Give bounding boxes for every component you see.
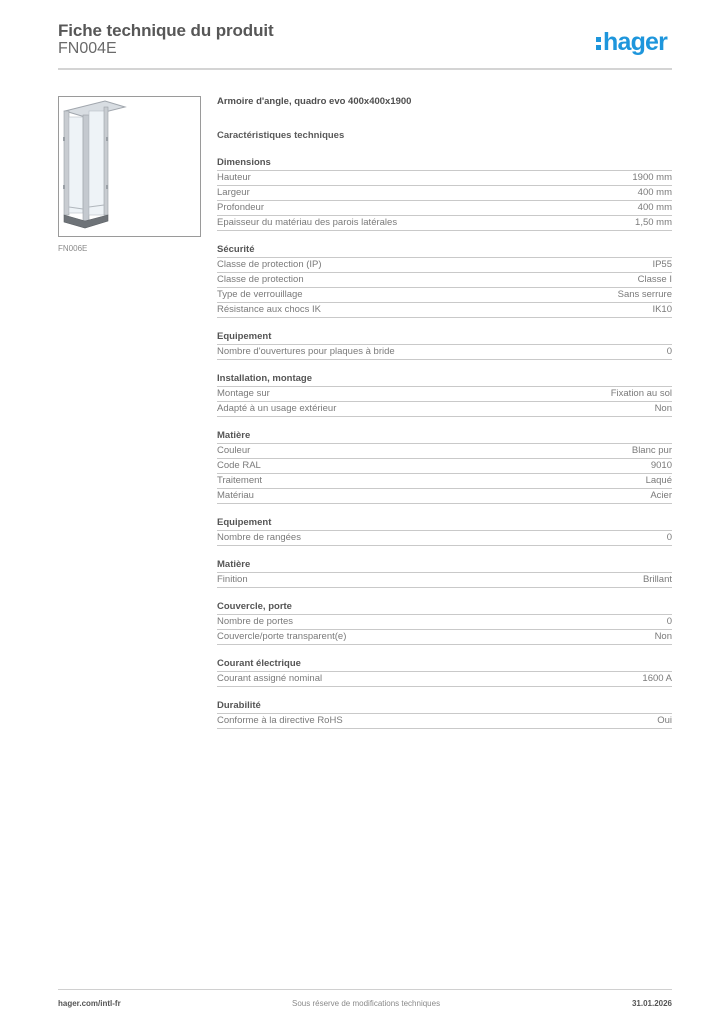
spec-row [217,402,672,417]
spec-label: Classe de protection [217,274,304,285]
section-matiere-2 [217,558,672,588]
section-title: Couvercle, porte [217,600,672,615]
logo-colon-icon [595,33,602,51]
section-equipement-2 [217,516,672,546]
section-title: Durabilité [217,699,672,714]
spec-label: Nombre d'ouvertures pour plaques à bride [217,346,395,357]
spec-row [217,387,672,402]
spec-label: Matériau [217,490,254,501]
footer-disclaimer: Sous réserve de modifications techniques [292,999,441,1008]
section-title: Dimensions [217,156,672,171]
spec-label: Conforme à la directive RoHS [217,715,343,726]
section-title: Courant électrique [217,657,672,672]
spec-label: Code RAL [217,460,261,471]
spec-label: Finition [217,574,248,585]
spec-label: Traitement [217,475,263,486]
section-title: Installation, montage [217,372,672,387]
spec-row [217,171,672,186]
logo-text: hager [603,28,668,56]
spec-label: Largeur [217,187,250,198]
cabinet-image-icon [59,97,202,238]
spec-label: Profondeur [217,202,265,213]
spec-value: Sans serrure [617,289,672,300]
section-matiere [217,429,672,504]
spec-label: Hauteur [217,172,251,183]
spec-value: 400 mm [637,187,672,198]
spec-value: Blanc pur [631,445,672,456]
spec-row [217,573,672,588]
spec-row [217,459,672,474]
spec-value: Non [654,403,672,414]
spec-value: IP55 [652,259,672,270]
spec-content [217,96,672,729]
footer-website-link[interactable]: hager.com/intl-fr [58,999,121,1008]
spec-row [217,201,672,216]
section-durabilite [217,699,672,729]
section-title: Matière [217,558,672,573]
section-title: Equipement [217,516,672,531]
image-caption: FN006E [58,244,88,253]
spec-value: 1900 mm [632,172,672,183]
spec-label: Classe de protection (IP) [217,259,322,270]
section-dimensions [217,156,672,231]
spec-row [217,186,672,201]
product-code: FN004E [58,40,117,57]
spec-value: Oui [657,715,672,726]
spec-row [217,531,672,546]
spec-row [217,474,672,489]
spec-value: 0 [666,616,672,627]
characteristics-title: Caractéristiques techniques [217,130,345,141]
section-securite [217,243,672,318]
footer-date: 31.01.2026 [631,999,672,1008]
spec-row [217,288,672,303]
spec-label: Couleur [217,445,251,456]
spec-label: Nombre de rangées [217,532,301,543]
spec-value: 1600 A [642,673,672,684]
product-image [58,96,201,237]
spec-value: Classe I [637,274,672,285]
spec-row [217,273,672,288]
spec-label: Adapté à un usage extérieur [217,403,337,414]
spec-value: Fixation au sol [610,388,672,399]
spec-label: Nombre de portes [217,616,294,627]
spec-row [217,615,672,630]
spec-row [217,345,672,360]
spec-value: 9010 [650,460,672,471]
spec-row [217,444,672,459]
section-title: Equipement [217,330,672,345]
footer-divider [58,989,672,990]
spec-value: 0 [666,346,672,357]
section-installation [217,372,672,417]
spec-label: Courant assigné nominal [217,673,323,684]
section-couvercle-porte [217,600,672,645]
spec-value: 0 [666,532,672,543]
product-name: Armoire d'angle, quadro evo 400x400x1900 [217,96,412,107]
spec-row [217,714,672,729]
spec-value: Brillant [642,574,672,585]
spec-value: Non [654,631,672,642]
page-title: Fiche technique du produit [58,21,274,40]
spec-row [217,303,672,318]
header-divider [58,68,672,70]
section-title: Matière [217,429,672,444]
section-courant-electrique [217,657,672,687]
spec-row [217,630,672,645]
spec-value: 400 mm [637,202,672,213]
spec-label: Résistance aux chocs IK [217,304,322,315]
section-equipement [217,330,672,360]
spec-label: Montage sur [217,388,270,399]
spec-value: IK10 [652,304,672,315]
spec-row [217,489,672,504]
spec-label: Epaisseur du matériau des parois latérales [217,217,398,228]
spec-row [217,672,672,687]
section-title: Sécurité [217,243,672,258]
spec-row [217,216,672,231]
spec-value: Acier [650,490,672,501]
spec-value: 1,50 mm [635,217,672,228]
spec-value: Laqué [645,475,672,486]
spec-label: Couvercle/porte transparent(e) [217,631,347,642]
spec-label: Type de verrouillage [217,289,303,300]
spec-row [217,258,672,273]
hager-logo [595,29,667,55]
